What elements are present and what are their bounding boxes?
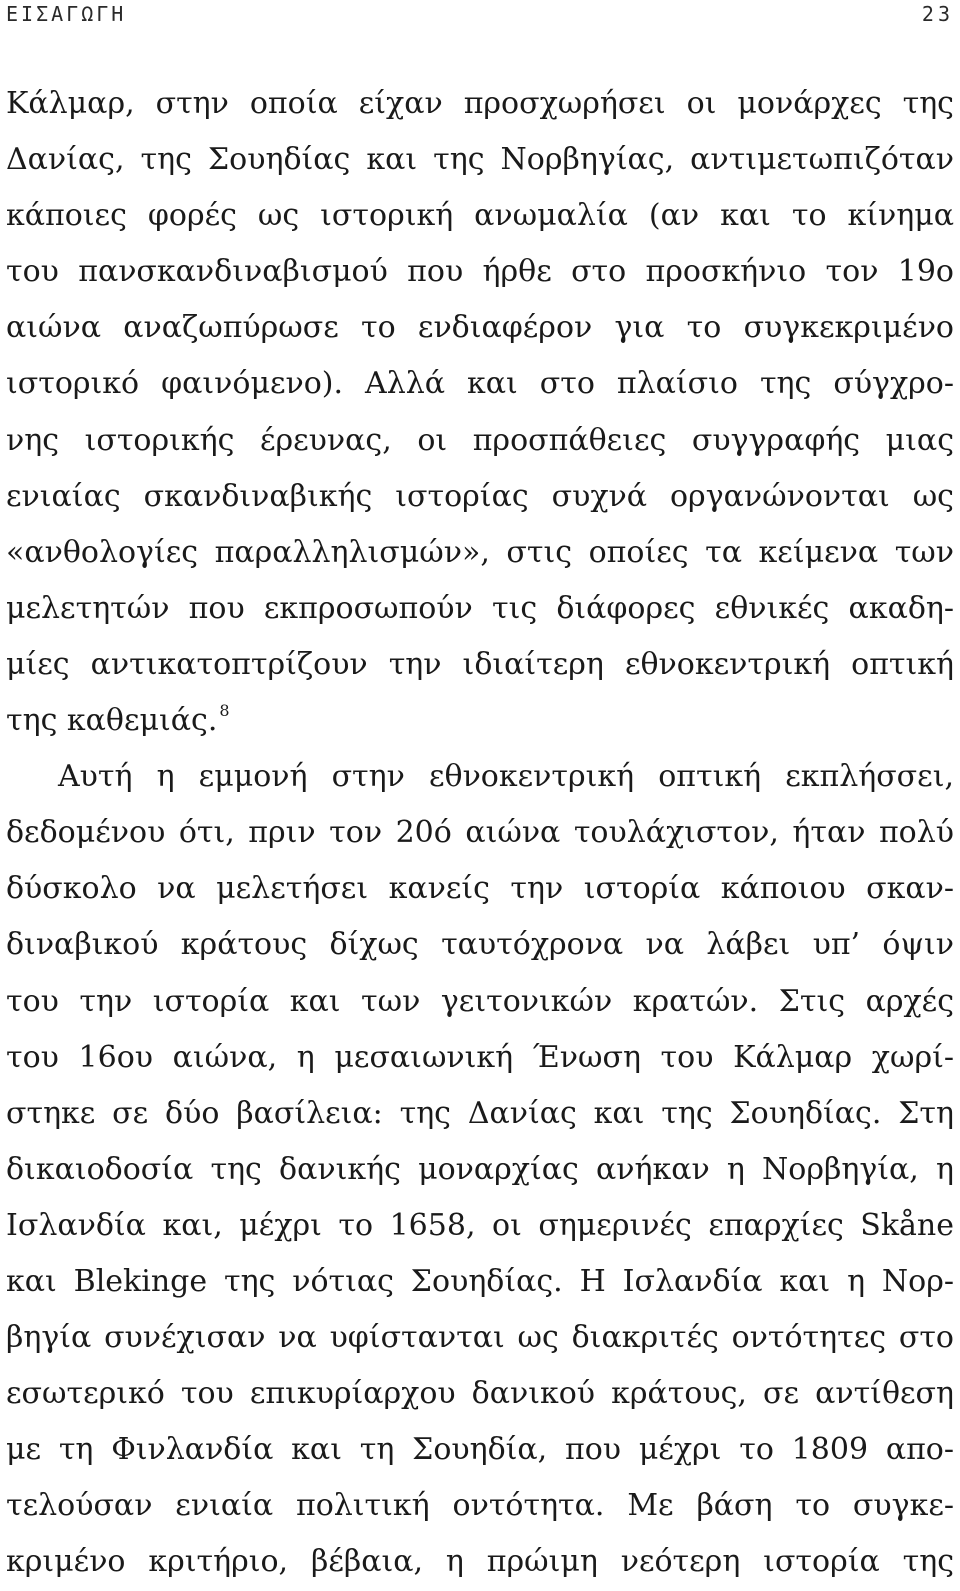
- text-line: τελούσαν ενιαία πολιτική οντότητα. Με βάση το συγκε-: [6, 1488, 954, 1524]
- text-line: Ισλανδία και, μέχρι το 1658, οι σημερινές επαρχίες Skåne: [6, 1207, 954, 1243]
- text-line: μελετητών που εκπροσωπούν τις διάφορες εθνικές ακαδη-: [6, 590, 954, 626]
- text-line: ενιαίας σκανδιναβικής ιστορίας συχνά οργανώνονται ως: [6, 478, 954, 514]
- text-line: εσωτερικό του επικυρίαρχου δανικού κράτους, σε αντίθεση: [6, 1376, 954, 1412]
- text-line: αιώνα αναζωπύρωσε το ενδιαφέρον για το συγκεκριμένο: [6, 310, 954, 346]
- text-line: ιστορικό φαινόμενο). Αλλά και στο πλαίσιο της σύγχρο-: [6, 366, 954, 402]
- text-line: κριμένο κριτήριο, βέβαια, η πρώιμη νεότερη ιστορία της: [6, 1544, 954, 1580]
- text-line-indented: Αυτή η εμμονή στην εθνοκεντρική οπτική εκπλήσσει,: [58, 759, 954, 795]
- text-line-content: της καθεμιάς.: [6, 703, 218, 739]
- text-line: «ανθολογίες παραλληλισμών», στις οποίες τα κείμενα των: [6, 534, 954, 570]
- text-line: νης ιστορικής έρευνας, οι προσπάθειες συγγραφής μιας: [6, 422, 954, 458]
- text-line: δεδομένου ότι, πριν τον 20ό αιώνα τουλάχιστον, ήταν πολύ: [6, 815, 954, 851]
- text-line: βηγία συνέχισαν να υφίστανται ως διακριτές οντότητες στο: [6, 1320, 954, 1356]
- text-line: Δανίας, της Σουηδίας και της Νορβηγίας, αντιμετωπιζόταν: [6, 142, 954, 178]
- text-line: του πανσκανδιναβισμού που ήρθε στο προσκήνιο τον 19ο: [6, 254, 954, 290]
- text-line: του την ιστορία και των γειτονικών κρατών. Στις αρχές: [6, 983, 954, 1019]
- page-number: 23: [921, 2, 954, 26]
- body-text: [6, 76, 954, 1591]
- text-line: Κάλμαρ, στην οποία είχαν προσχωρήσει οι μονάρχες της: [6, 86, 954, 121]
- text-line: με τη Φινλανδία και τη Σουηδία, που μέχρι το 1809 απο-: [6, 1432, 954, 1468]
- text-line: διναβικού κράτους δίχως ταυτόχρονα να λάβει υπ’ όψιν: [6, 927, 954, 963]
- text-line: στηκε σε δύο βασίλεια: της Δανίας και της Σουηδίας. Στη: [6, 1095, 954, 1131]
- text-line: του 16ου αιώνα, η μεσαιωνική Ένωση του Κάλμαρ χωρί-: [6, 1039, 954, 1075]
- paragraph-last-line: [6, 693, 954, 749]
- text-line: μίες αντικατοπτρίζουν την ιδιαίτερη εθνοκεντρική οπτική: [6, 646, 954, 682]
- text-line: δύσκολο να μελετήσει κανείς την ιστορία κάποιου σκαν-: [6, 871, 954, 907]
- text-line: δικαιοδοσία της δανικής μοναρχίας ανήκαν η Νορβηγία, η: [6, 1151, 954, 1187]
- text-line: και Blekinge της νότιας Σουηδίας. Η Ισλανδία και η Νορ-: [6, 1263, 954, 1299]
- section-title: ΕΙΣΑΓΩΓΗ: [6, 2, 127, 26]
- text-line: κάποιες φορές ως ιστορική ανωμαλία (αν και το κίνημα: [6, 198, 954, 234]
- running-header: [6, 2, 954, 36]
- footnote-marker[interactable]: 8: [219, 701, 230, 721]
